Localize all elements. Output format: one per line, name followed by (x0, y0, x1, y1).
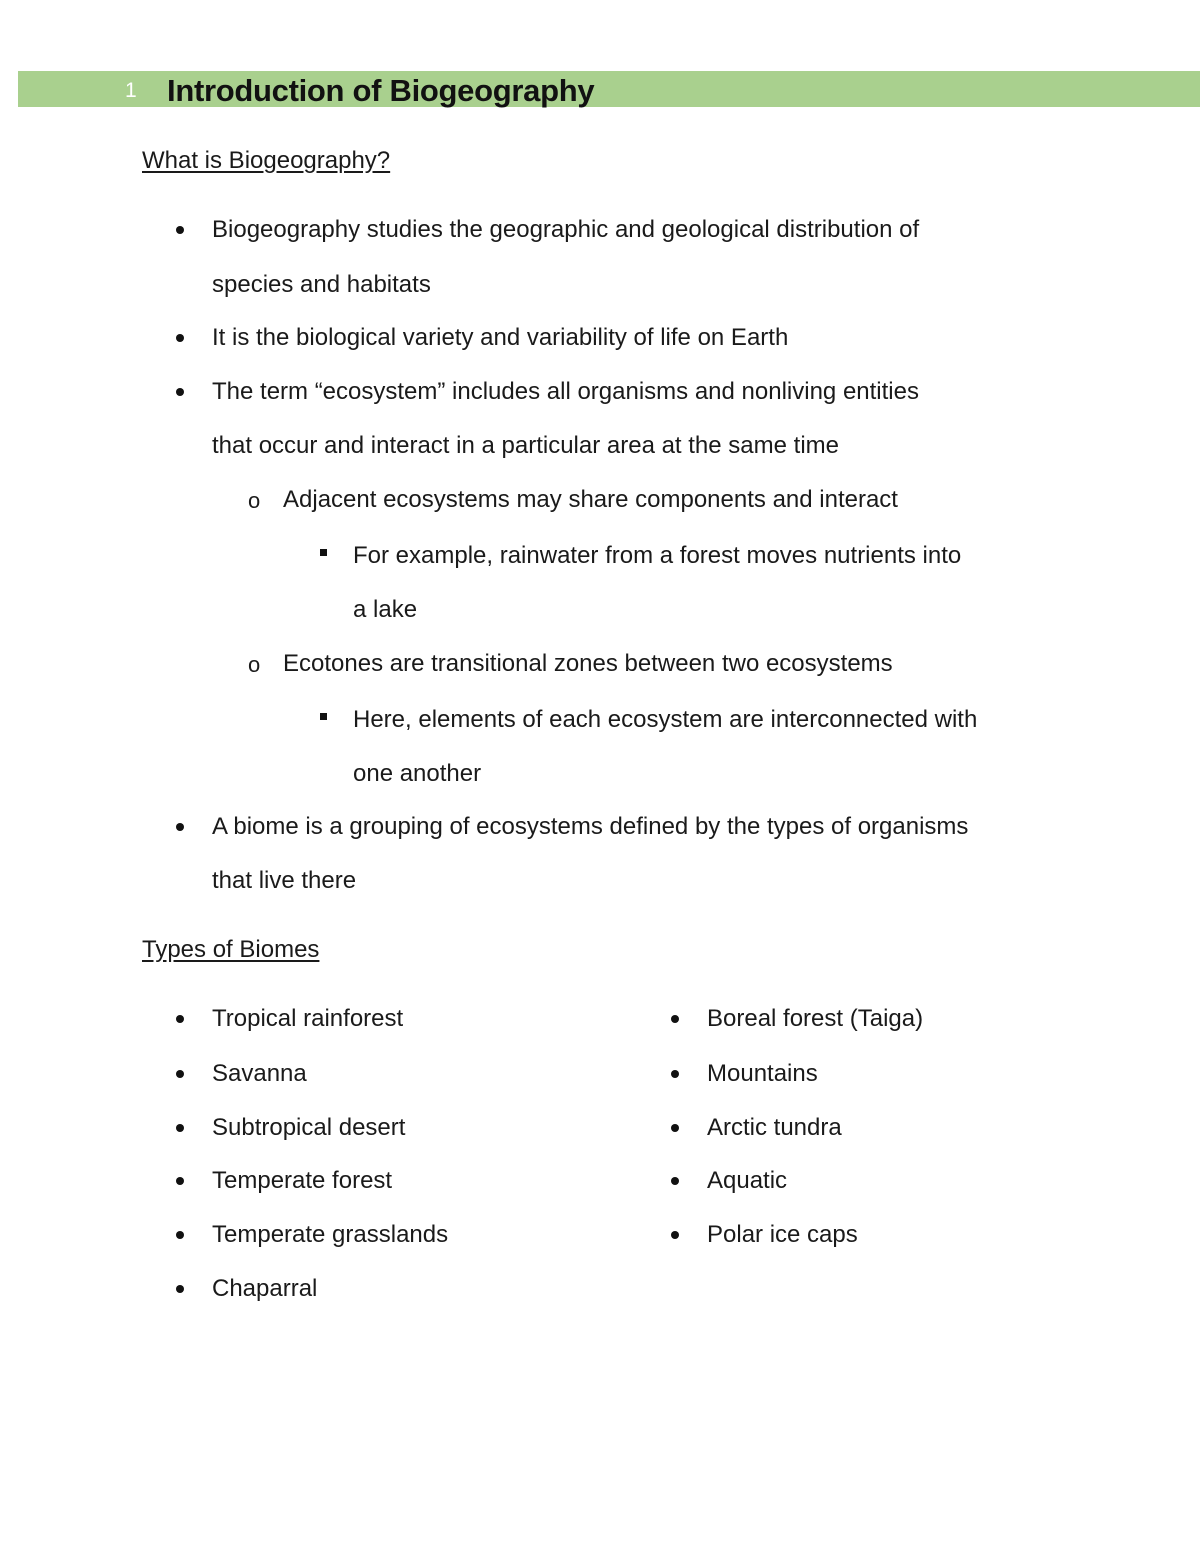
list-item-text: species and habitats (212, 271, 431, 298)
biome-item: Tropical rainforest (212, 1005, 404, 1032)
bullet-dot-icon (176, 1070, 184, 1078)
sub-item-text: Ecotones are transitional zones between two ecosystems (283, 650, 893, 677)
sub-sub-item-text: For example, rainwater from a forest moves nutrients into (353, 542, 962, 569)
list-item-text: A biome is a grouping of ecosystems defined by the types of organisms (212, 813, 969, 840)
bullet-dot-icon (176, 388, 184, 396)
sub-sub-item-text: a lake (353, 596, 418, 623)
bullet-dot-icon (176, 226, 184, 234)
sub-sub-item-text: one another (353, 760, 482, 787)
list-item-text: It is the biological variety and variability of life on Earth (212, 324, 789, 351)
biome-item: Polar ice caps (707, 1221, 858, 1248)
bullet-dot-icon (176, 1231, 184, 1239)
biome-item: Aquatic (707, 1167, 788, 1194)
biome-item: Arctic tundra (707, 1114, 842, 1141)
bullet-dot-icon (176, 823, 184, 831)
bullet-square-icon (320, 549, 327, 556)
bullet-dot-icon (176, 1124, 184, 1132)
bullet-dot-icon (176, 1015, 184, 1023)
bullet-dot-icon (176, 334, 184, 342)
sub-sub-item-text: Here, elements of each ecosystem are interconnected with (353, 706, 978, 733)
biome-item: Mountains (707, 1060, 818, 1087)
biome-item: Savanna (212, 1060, 307, 1087)
bullet-dot-icon (671, 1015, 679, 1023)
bullet-dot-icon (671, 1177, 679, 1185)
bullet-dot-icon (671, 1231, 679, 1239)
section-title-types-of-biomes: Types of Biomes (142, 936, 320, 963)
bullet-dot-icon (176, 1285, 184, 1293)
biome-item: Temperate grasslands (212, 1221, 449, 1248)
bullet-circle-icon: o (248, 652, 261, 677)
biome-item: Temperate forest (212, 1167, 393, 1194)
bullet-dot-icon (176, 1177, 184, 1185)
bullet-dot-icon (671, 1070, 679, 1078)
list-item-text: that live there (212, 867, 357, 894)
bullet-square-icon (320, 713, 327, 720)
biome-item: Boreal forest (Taiga) (707, 1005, 924, 1032)
section-title-what-is: What is Biogeography? (142, 147, 391, 174)
list-item-text: The term “ecosystem” includes all organisms and nonliving entities (212, 378, 919, 405)
bullet-dot-icon (671, 1124, 679, 1132)
biome-item: Subtropical desert (212, 1114, 406, 1141)
bullet-circle-icon: o (248, 488, 261, 513)
heading-number: 1 (125, 79, 137, 102)
sub-item-text: Adjacent ecosystems may share components and interact (283, 486, 898, 513)
list-item-text: that occur and interact in a particular area at the same time (212, 432, 839, 459)
biome-item: Chaparral (212, 1275, 318, 1302)
page-title: Introduction of Biogeography (167, 73, 595, 108)
list-item-text: Biogeography studies the geographic and geological distribution of (212, 216, 920, 243)
